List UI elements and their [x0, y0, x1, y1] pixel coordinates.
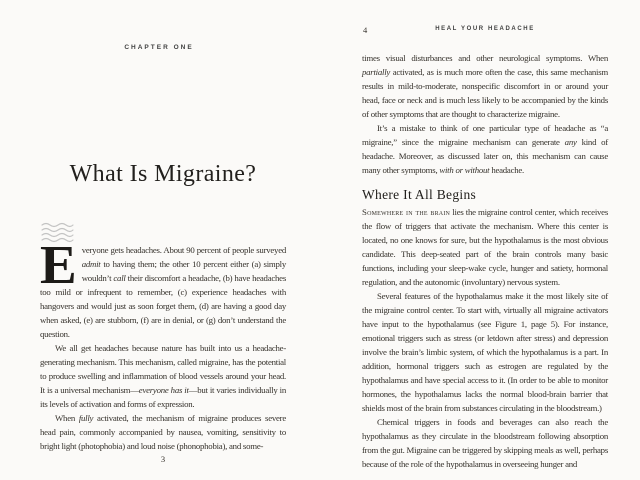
- paragraph: When fully activated, the mechanism of migraine produces severe head pain, commonly accompanied by nausea, vomiting, sensitivity to bright light (photophobia) and loud noise (phonophobia), and some-: [40, 413, 286, 451]
- paragraph: We all get headaches because nature has built into us a headache-generating mechanism. This mechanism, called migraine, has the potential to produce swelling and inflammation of blood vessels around your head. It is a universal mechanism—everyone has it—but it varies individually in its levels of activation and forms of expression.: [40, 343, 286, 409]
- paragraph: It’s a mistake to think of one particular type of headache as “a migraine,” since the migraine mechanism can generate any kind of headache. Moreover, as discussed later on, this mechanism can cause many other symptoms, with or without headache.: [362, 123, 608, 175]
- running-head-title: HEAL YOUR HEADACHE: [435, 26, 535, 32]
- paragraph: [40, 234, 286, 341]
- right-page-number: 4: [363, 25, 368, 35]
- running-head: [362, 25, 608, 37]
- left-page-number: 3: [160, 454, 166, 464]
- paragraph: Somewhere in the brain lies the migraine control center, which receives the flow of triggers that activate the mechanism. Where this center is located, no one knows for sure, but the hypothalamus is the most obvious candidate. This deep-seated part of the brain controls many basic functions, including your sleep-wake cycle, hunger and satiety, hormonal regulation, and the autonomic (involuntary) nervous system.: [362, 207, 609, 287]
- left-body-text: [40, 234, 286, 453]
- left-page: [40, 0, 286, 480]
- right-page: [362, 0, 608, 480]
- section-heading: Where It All Begins: [362, 187, 477, 202]
- paragraph: Several features of the hypothalamus make it the most likely site of the migraine control center. To start with, virtually all migraine activators have input to the hypothalamus (see Figure 1, page 5). For instance, emotional triggers such as stress (or letdown after stress) and depression involve the brain’s limbic system, of which the hypothalamus is a part. In addition, hormonal triggers such as estrogen are regulated by the hypothalamus and have special access to it. (In order to be able to monitor hormones, the hypothalamus lacks the normal blood-brain barrier that shields most of the brain from substances circulating in the bloodstream.): [362, 291, 608, 413]
- right-body-text: [362, 51, 608, 471]
- paragraph: times visual disturbances and other neurological symptoms. When partially activated, as is much more often the case, this same mechanism results in mild-to-moderate, nonspecific discomfort in or around your head, face or neck and is much less likely to be accompanied by the kinds of other symptoms that are thought to characterize migraine.: [362, 53, 608, 119]
- chapter-title: What Is Migraine?: [69, 161, 257, 187]
- drop-cap-letter: E: [40, 234, 77, 295]
- chapter-label: CHAPTER ONE: [124, 44, 194, 51]
- paragraph-text: veryone gets headaches. About 90 percent of people surveyed admit to having them; the other 10 percent either (a) simply wouldn’t call their discomfort a headache, (b) have headaches too mild or infrequent to remember, (c) experience headaches with hangovers and would just as soon forget them, (d) are having a good day when asked, (e) are stubborn, (f) are in denial, or (g) don’t understand the question.: [40, 245, 286, 339]
- paragraph: Chemical triggers in foods and beverages can also reach the hypothalamus as they circulate in the bloodstream following absorption from the gut. Migraine can be triggered by skipping meals as well, perhaps because of the role of the hypothalamus in overseeing hunger and: [362, 417, 608, 469]
